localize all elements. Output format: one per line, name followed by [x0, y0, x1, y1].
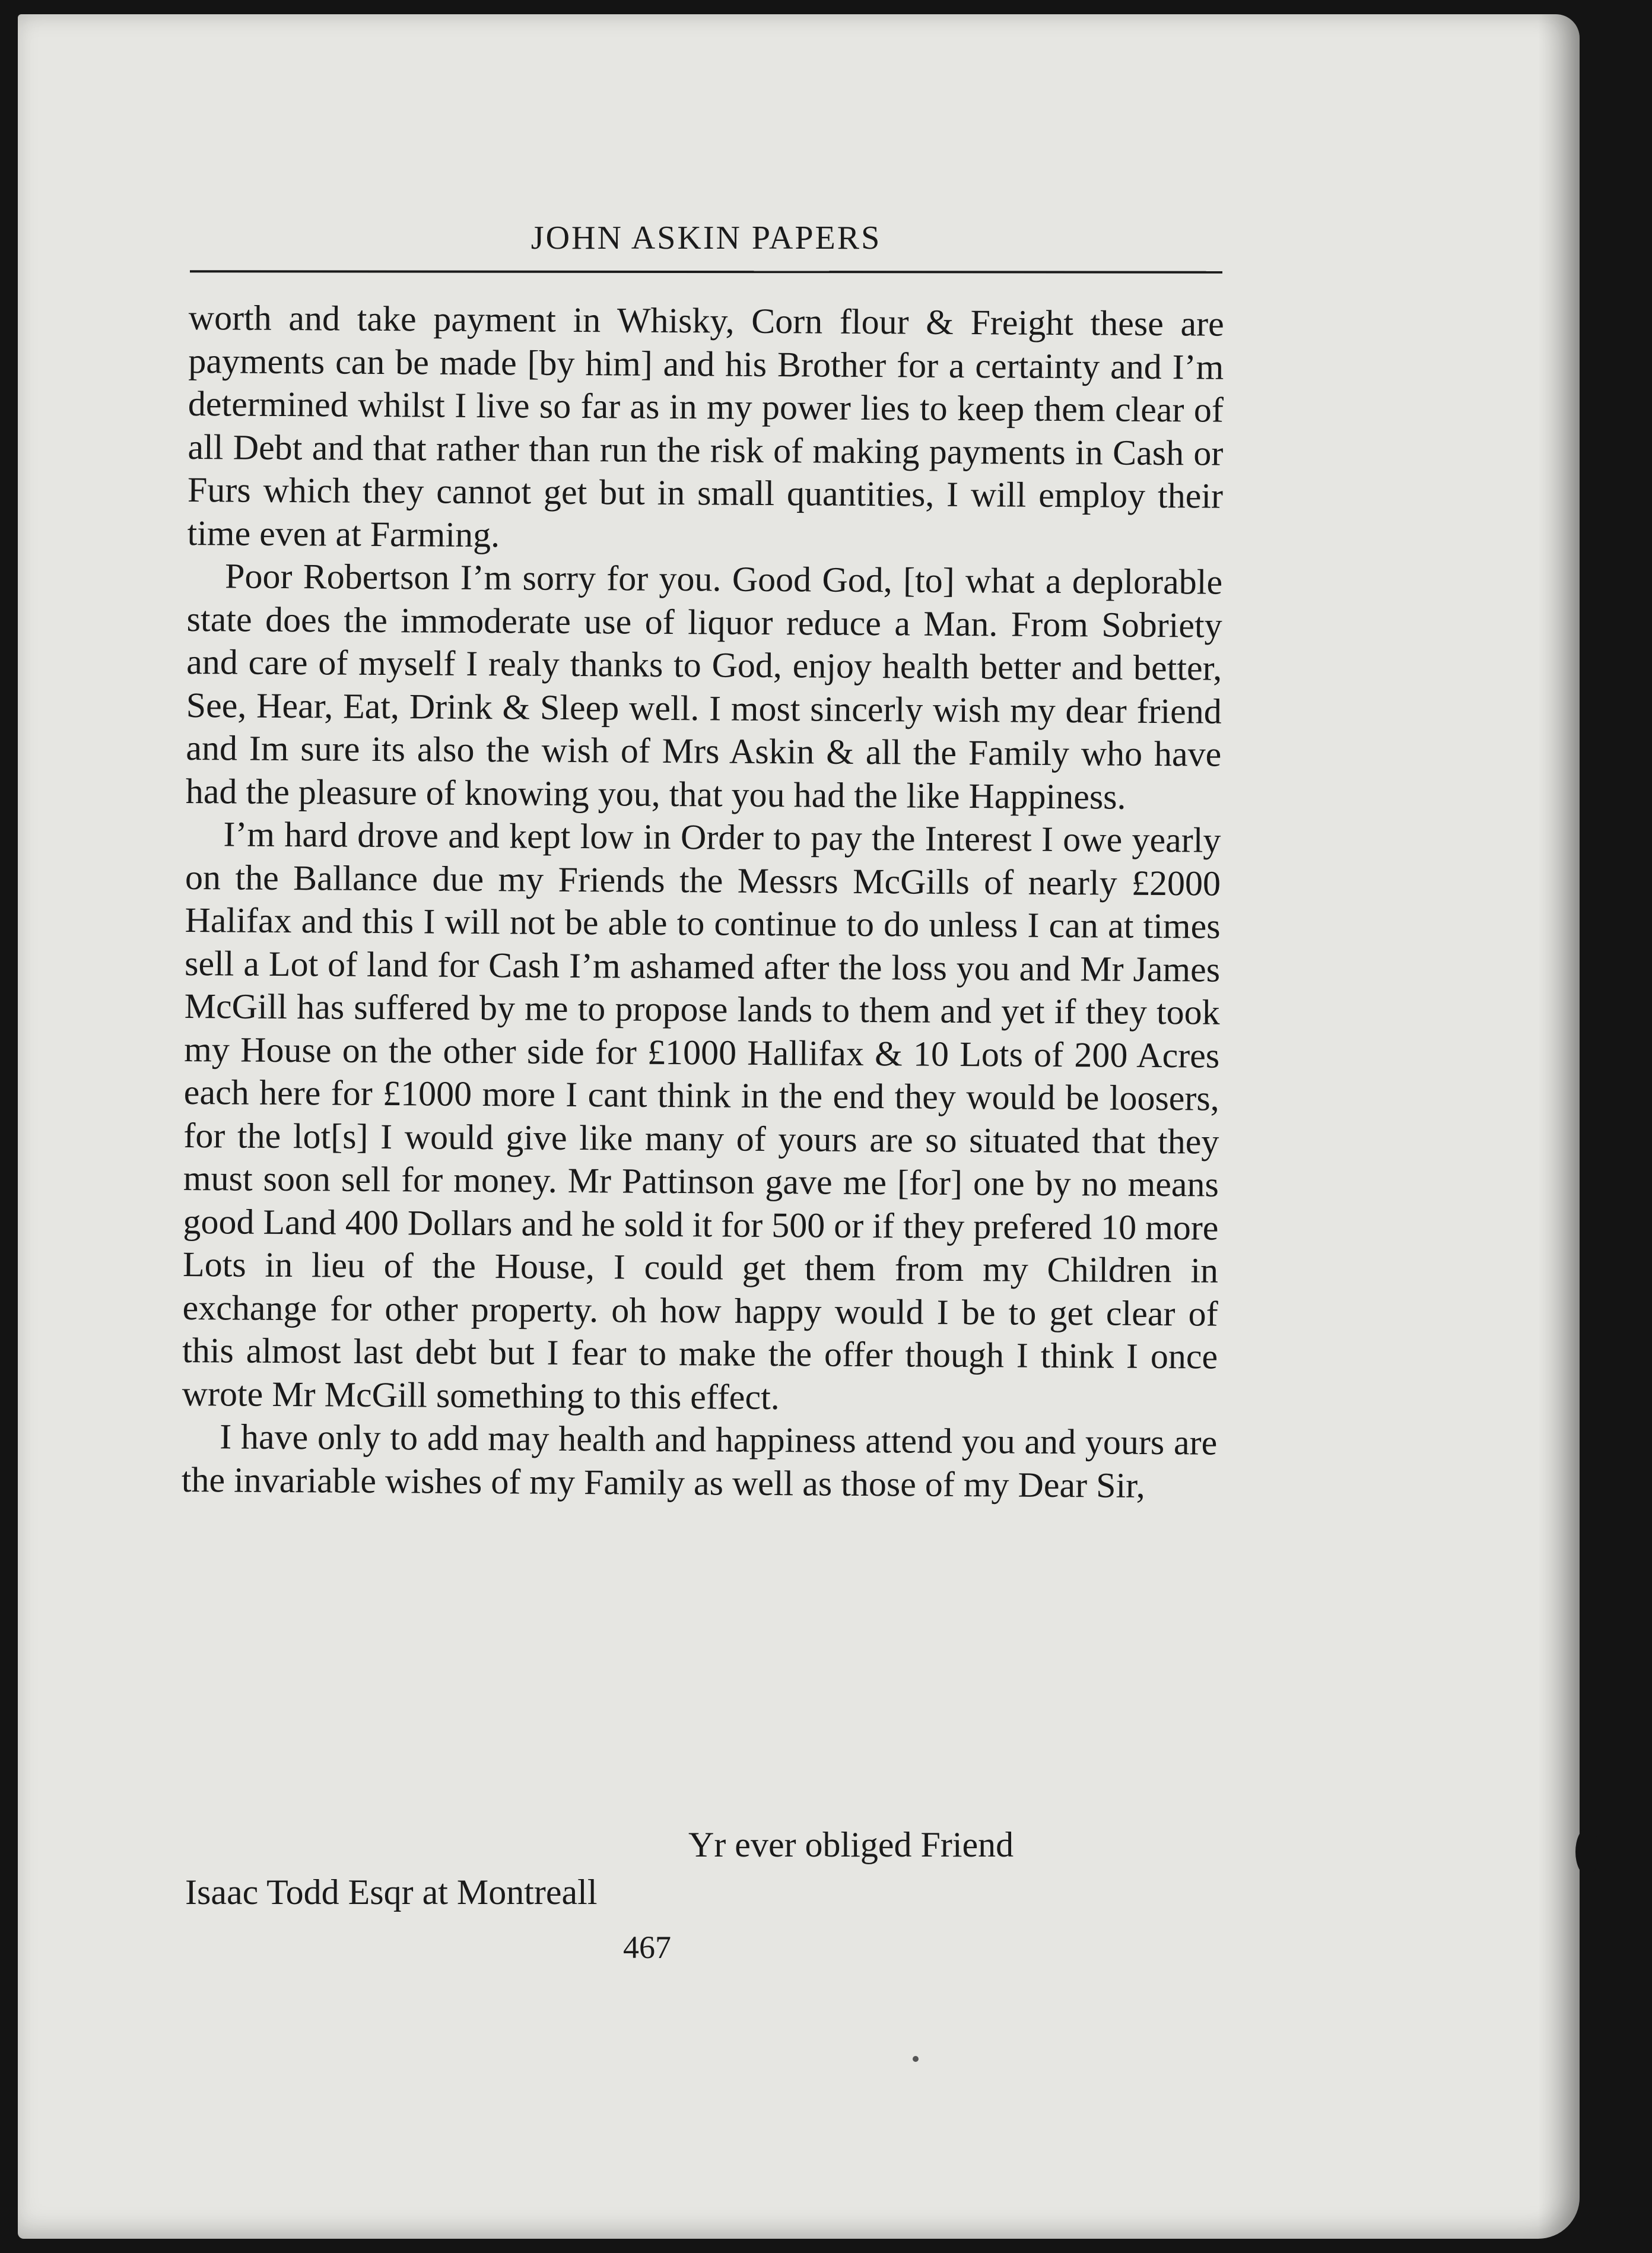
paragraph-4: I have only to add may health and happiness attend you and yours are the invariable wishes of my Family as well as those of my Dear Sir,	[181, 1417, 1218, 1505]
page-edge-notch	[1575, 1828, 1599, 1876]
valediction: Yr ever obliged Friend	[688, 1825, 1014, 1864]
letter-body	[182, 296, 1224, 1508]
paper-speck	[913, 2056, 919, 2062]
paragraph-1: worth and take payment in Whisky, Corn flour & Freight these are payments can be made [by him] and his Brother for a certainty and I’m determined whilst I live so far as in my power lies to keep them clear of all Debt and that rather than run the risk of making payments in Cash or Furs which they cannot get but in small quantities, I will employ their time even at Farming.	[187, 297, 1224, 554]
book-page	[18, 14, 1580, 2239]
paragraph-2: Poor Robertson I’m sorry for you. Good God, [to] what a deplorable state does the immoderate use of liquor reduce a Man. From Sobriety and care of myself I realy thanks to God, enjoy health better and better, See, Hear, Eat, Drink & Sleep well. I most sincerly wish my dear friend and Im sure its also the wish of Mrs Askin & all the Family who have had the pleasure of knowing you, that you had the like Happiness.	[185, 556, 1223, 817]
header-rule	[190, 270, 1222, 274]
running-head-title: JOHN ASKIN PAPERS	[530, 220, 882, 256]
page-number: 467	[623, 1930, 671, 1965]
addressee-line: Isaac Todd Esqr at Montreall	[185, 1873, 598, 1912]
paragraph-3: I’m hard drove and kept low in Order to pay the Interest I owe yearly on the Ballance due my Friends the Messrs McGills of nearly £2000 Halifax and this I will not be able to continue to do unless I can at times sell a Lot of land for Cash I’m ashamed after the loss you and Mr James McGill has suffered by me to propose lands to them and yet if they took my House on the other side for £1000 Hallifax & 10 Lots of 200 Acres each here for £1000 more I cant think in the end they would be loosers, for the lot[s] I would give like many of yours are so situated that they must soon sell for money. Mr Pattinson gave me [for] one by no means good Land 400 Dollars and he sold it for 500 or if they prefered 10 more Lots in lieu of the House, I could get them from my Children in exchange for other property. oh how happy would I be to get clear of this almost last debt but I fear to make the offer though I think I once wrote Mr McGill something to this effect.	[182, 814, 1221, 1417]
